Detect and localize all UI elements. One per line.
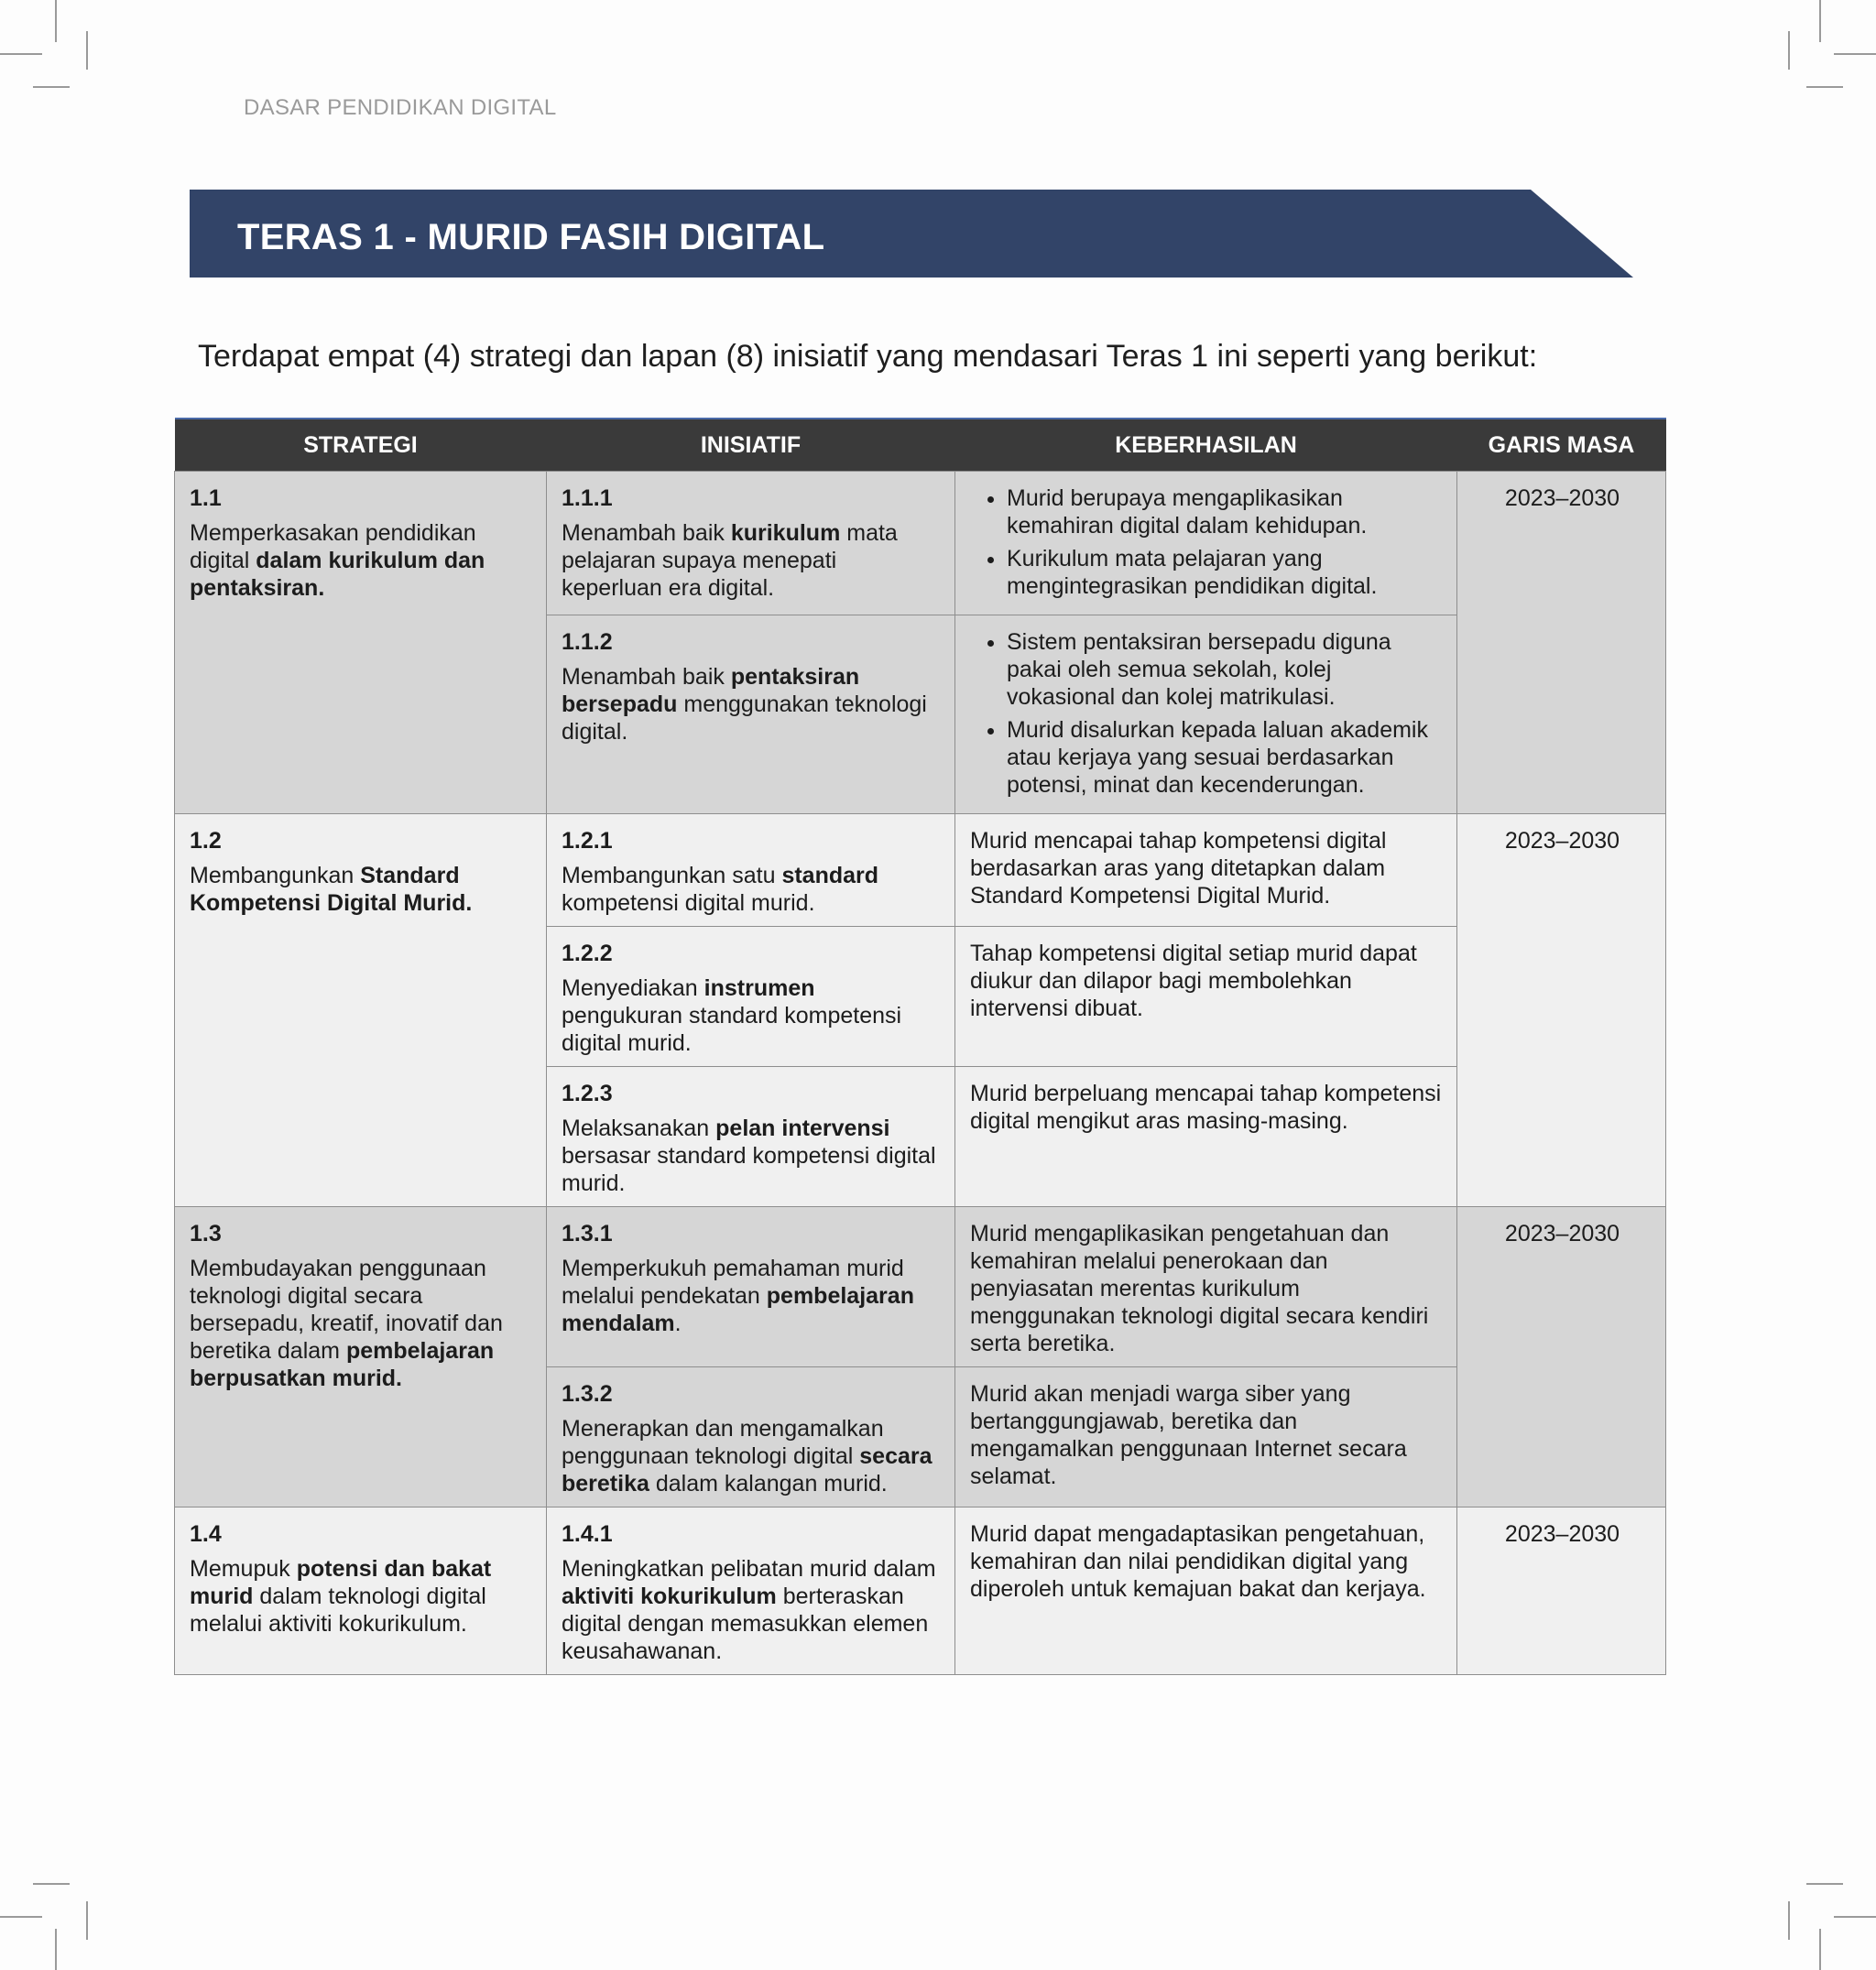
initiative-text-bold: standard	[781, 863, 879, 888]
crop-mark	[33, 86, 70, 88]
strategy-cell	[175, 472, 547, 814]
initiative-text: .	[674, 1311, 682, 1336]
initiative-number: 1.2.2	[562, 941, 613, 966]
initiative-text: berteraskan digital dengan memasukkan elemen keusahawanan.	[562, 1584, 929, 1664]
initiative-text: Meningkatkan pelibatan murid dalam	[562, 1556, 936, 1582]
timeline-cell: 2023–2030	[1457, 1507, 1666, 1675]
timeline-cell: 2023–2030	[1457, 472, 1666, 814]
initiative-text: Menerapkan dan mengamalkan penggunaan teknologi digital	[562, 1416, 884, 1469]
initiative-text: dalam kalangan murid.	[649, 1471, 888, 1497]
initiative-text: Menambah baik	[562, 520, 731, 546]
outcome-cell	[955, 615, 1457, 814]
initiative-cell	[547, 1507, 955, 1675]
table-row	[175, 814, 1666, 927]
initiative-number: 1.1.1	[562, 485, 613, 511]
outcome-list	[970, 628, 1444, 799]
initiative-number: 1.4.1	[562, 1521, 613, 1547]
table-row	[175, 472, 1666, 615]
strategy-text-bold: Standard Kompetensi Digital Murid.	[190, 863, 473, 916]
outcome-cell: Tahap kompetensi digital setiap murid dapat diukur dan dilapor bagi membolehkan intervensi dibuat.	[955, 927, 1457, 1067]
crop-mark	[1788, 1901, 1790, 1940]
initiative-text: Menyediakan	[562, 975, 704, 1001]
header-strategi: STRATEGI	[175, 419, 547, 472]
initiative-cell	[547, 927, 955, 1067]
outcome-cell: Murid dapat mengadaptasikan pengetahuan, kemahiran dan nilai pendidikan digital yang diperoleh untuk kemajuan bakat dan kerjaya.	[955, 1507, 1457, 1675]
strategy-cell	[175, 1207, 547, 1507]
outcome-cell: Murid akan menjadi warga siber yang bertanggungjawab, beretika dan mengamalkan penggunaan Internet secara selamat.	[955, 1367, 1457, 1507]
table-row	[175, 1507, 1666, 1675]
initiative-cell	[547, 1367, 955, 1507]
initiative-text: Menambah baik	[562, 664, 731, 690]
initiative-text: kompetensi digital murid.	[562, 890, 815, 916]
outcome-item: • Murid berupaya mengaplikasikan kemahiran digital dalam kehidupan.	[1007, 484, 1444, 539]
timeline-cell: 2023–2030	[1457, 1207, 1666, 1507]
outcome-cell: Murid mengaplikasikan pengetahuan dan kemahiran melalui penerokaan dan penyiasatan merentas kurikulum menggunakan teknologi digital secara kendiri serta beretika.	[955, 1207, 1457, 1367]
outcome-cell	[955, 472, 1457, 615]
initiative-text-bold: aktiviti kokurikulum	[562, 1584, 777, 1609]
section-banner	[190, 190, 1633, 278]
strategy-text: dalam teknologi digital melalui aktiviti kokurikulum.	[190, 1584, 486, 1637]
initiative-number: 1.3.2	[562, 1381, 613, 1407]
strategy-number: 1.2	[190, 828, 222, 854]
crop-mark	[1834, 53, 1876, 55]
header-garis-masa: GARIS MASA	[1457, 419, 1666, 472]
initiative-cell	[547, 1207, 955, 1367]
table-row	[175, 1207, 1666, 1367]
initiative-text: Melaksanakan	[562, 1116, 716, 1141]
strategy-cell	[175, 814, 547, 1207]
intro-paragraph: Terdapat empat (4) strategi dan lapan (8) inisiatif yang mendasari Teras 1 ini seperti yang berikut:	[198, 339, 1538, 374]
strategy-cell	[175, 1507, 547, 1675]
outcome-cell: Murid mencapai tahap kompetensi digital berdasarkan aras yang ditetapkan dalam Standard Kompetensi Digital Murid.	[955, 814, 1457, 927]
strategy-text: Membangunkan	[190, 863, 361, 888]
strategy-text: Memupuk	[190, 1556, 297, 1582]
outcome-item: • Sistem pentaksiran bersepadu diguna pakai oleh semua sekolah, kolej vokasional dan kolej matrikulasi.	[1007, 628, 1444, 711]
strategy-table	[174, 418, 1666, 1675]
strategy-number: 1.3	[190, 1221, 222, 1246]
initiative-text-bold: secara beretika	[562, 1443, 933, 1497]
initiative-text: bersasar standard kompetensi digital murid.	[562, 1143, 936, 1196]
crop-mark	[33, 1883, 70, 1885]
outcome-cell: Murid berpeluang mencapai tahap kompetensi digital mengikut aras masing-masing.	[955, 1067, 1457, 1207]
initiative-text-bold: pelan intervensi	[715, 1116, 890, 1141]
header-keberhasilan: KEBERHASILAN	[955, 419, 1457, 472]
initiative-text: menggunakan teknologi digital.	[562, 691, 927, 745]
initiative-number: 1.3.1	[562, 1221, 613, 1246]
initiative-text: Membangunkan satu	[562, 863, 782, 888]
crop-mark	[1819, 0, 1821, 42]
crop-mark	[55, 0, 57, 42]
initiative-number: 1.2.1	[562, 828, 613, 854]
strategy-text-bold: pembelajaran berpusatkan murid.	[190, 1338, 495, 1391]
strategy-text: Memperkasakan pendidikan digital	[190, 520, 476, 573]
initiative-text: pengukuran standard kompetensi digital murid.	[562, 1003, 902, 1056]
crop-mark	[1788, 31, 1790, 70]
outcome-list	[970, 484, 1444, 600]
strategy-number: 1.4	[190, 1521, 222, 1547]
initiative-cell	[547, 814, 955, 927]
initiative-number: 1.2.3	[562, 1081, 613, 1106]
crop-mark	[0, 1916, 42, 1918]
outcome-item: • Kurikulum mata pelajaran yang mengintegrasikan pendidikan digital.	[1007, 545, 1444, 600]
crop-mark	[1806, 1883, 1843, 1885]
initiative-text: Memperkukuh pemahaman murid melalui pendekatan	[562, 1256, 904, 1309]
crop-mark	[0, 53, 42, 55]
section-title: TERAS 1 - MURID FASIH DIGITAL	[237, 217, 825, 257]
initiative-text-bold: pembelajaran mendalam	[562, 1283, 914, 1336]
header-inisiatif: INISIATIF	[547, 419, 955, 472]
crop-mark	[86, 31, 88, 70]
running-header: DASAR PENDIDIKAN DIGITAL	[244, 95, 557, 120]
initiative-number: 1.1.2	[562, 629, 613, 655]
initiative-text-bold: kurikulum	[730, 520, 841, 546]
crop-mark	[1806, 86, 1843, 88]
strategy-text-bold: dalam kurikulum dan pentaksiran.	[190, 548, 485, 601]
initiative-cell	[547, 1067, 955, 1207]
crop-mark	[1819, 1929, 1821, 1970]
initiative-cell	[547, 615, 955, 814]
strategy-text: Membudayakan penggunaan teknologi digital secara bersepadu, kreatif, inovatif dan beretika dalam	[190, 1256, 503, 1364]
initiative-text: mata pelajaran supaya menepati keperluan era digital.	[562, 520, 898, 601]
crop-mark	[55, 1929, 57, 1970]
outcome-item: • Murid disalurkan kepada laluan akademik atau kerjaya yang sesuai berdasarkan potensi, minat dan kecenderungan.	[1007, 716, 1444, 799]
initiative-cell	[547, 472, 955, 615]
crop-mark	[1834, 1916, 1876, 1918]
strategy-text-bold: potensi dan bakat murid	[190, 1556, 492, 1609]
table-header-row	[175, 419, 1666, 472]
initiative-text-bold: instrumen	[704, 975, 815, 1001]
crop-mark	[86, 1901, 88, 1940]
initiative-text-bold: pentaksiran bersepadu	[562, 664, 860, 717]
timeline-cell: 2023–2030	[1457, 814, 1666, 1207]
strategy-number: 1.1	[190, 485, 222, 511]
